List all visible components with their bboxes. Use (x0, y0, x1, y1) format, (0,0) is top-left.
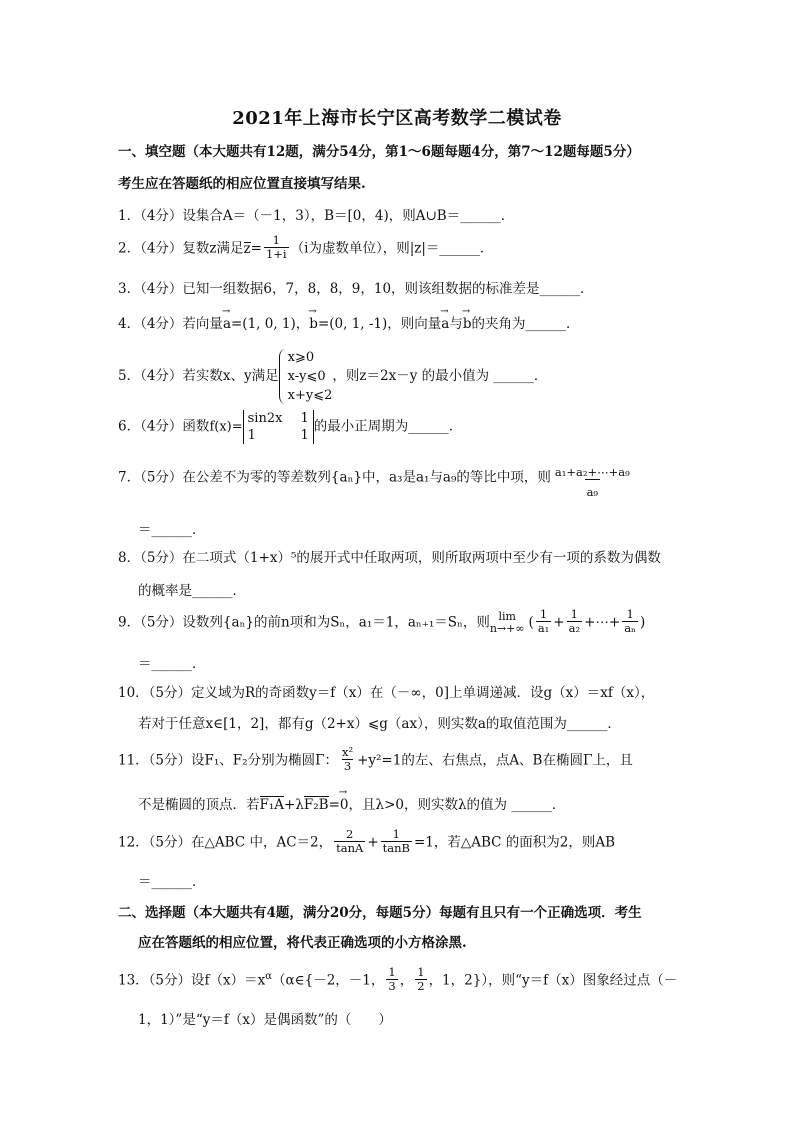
question-10-line2: 若对于任意x∈[1，2]，都有g（2+x）⩽g（ax），则实数a的取值范围为______． (138, 716, 621, 732)
section2-heading: 二、选择题（本大题共有4题，满分20分，每题5分）每题有且只有一个正确选项．考生 (118, 905, 642, 921)
vector-a: → a (441, 318, 449, 332)
section1-note: 考生应在答题纸的相应位置直接填写结果. (118, 176, 366, 192)
page-title: 2021年上海市长宁区高考数学二模试卷 (232, 108, 562, 129)
determinant: sin2x 1 1 1 (243, 410, 314, 444)
question-2: 2．（4分）复数z满足z= $\frac{1}{1+i}$ （i为虚数单位），则|z|＝______． (118, 233, 494, 261)
question-12: 12．（5分）在△ABC 中，AC＝2， $\frac{2}{\tan A}$ + $\frac{1}{\tan B}$ =1，若△ABC 的面积为2，则AB (118, 827, 616, 855)
question-4: 4．（4分）若向量→ a=(1, 0, 1)，→ b=(0, 1, -1)，则向量→ a与→ b的夹角为______． (118, 318, 580, 332)
fraction: $\frac{\text{a₁+a₂+⋯+a₉}}{\text{a₉}}$ (554, 465, 630, 499)
vector-f2b: F₂B (303, 797, 329, 813)
question-8: 8．（5分）在二项式（1+x）⁵的展开式中任取两项，则所取两项中至少有一项的系数为偶数 (118, 550, 661, 566)
question-9: 9．（5分）设数列{aₙ}的前n项和为Sₙ，a₁＝1，aₙ₊₁＝Sₙ，则 lim n→+∞ ( $\frac{1}{\text{a₁}}$ + $\frac{1}{\text{a₂}}$ +⋯+ $\frac{1}{\text{aₙ}}$ ) (118, 607, 646, 636)
fraction: $\frac{2}{\tan A}$ (336, 827, 364, 855)
question-1: 1．（4分）设集合A＝（－1，3），B＝[0，4)，则A∪B＝______． (118, 208, 515, 224)
limit: lim n→+∞ (489, 610, 525, 636)
fraction: $\frac{1}{\tan B}$ (382, 827, 410, 855)
question-13-line2: 1，1）”是“y＝f（x）是偶函数”的（ ） (138, 1012, 392, 1028)
question-13: 13．（5分）设$f(x)=x^\alpha(\alpha\in\{-2$，－1， $\frac{1}{3}$ ， $\frac{1}{2}$ ，1，2}），则“y＝f（x）图象经过点（－ (118, 965, 678, 993)
question-10: 10．（5分）定义域为R的奇函数y＝f（x）在（－∞，0]上单调递减．设g（x）＝xf（x）， (118, 685, 655, 701)
vector-f1a: F₁A (259, 797, 285, 813)
question-7-answer: ＝______． (138, 522, 206, 538)
section2-note: 应在答题纸的相应位置，将代表正确选项的小方格涂黑. (138, 935, 467, 951)
question-12-answer: ＝______． (138, 874, 206, 890)
z-conjugate: z (243, 240, 251, 257)
constraint-system: x⩾0 x-y⩽0 x+y⩽2 (279, 348, 333, 405)
fraction: $\frac{1}{2}$ (417, 965, 425, 993)
question-11-line2: 不是椭圆的顶点．若F₁A+λF₂B=→ 0，且λ>0，则实数λ的值为 ______． (138, 797, 565, 813)
fraction: $\frac{1}{1+i}$ (265, 233, 287, 261)
question-5: 5．（4分）若实数x、y满足 x⩾0 x-y⩽0 x+y⩽2 ，则z＝2x－y 的最小值为 ______． (118, 350, 548, 403)
vector-b: → b (463, 318, 472, 332)
fraction: $\frac{1}{\text{a₁}}$ (537, 607, 550, 635)
fraction: $\frac{1}{3}$ (388, 965, 396, 993)
fraction: $\frac{\text{x²}}{3}$ (341, 745, 354, 773)
question-7: 7．（5分）在公差不为零的等差数列{aₙ}中，a₃是a₁与a₉的等比中项，则 $\frac{\text{a₁+a₂+⋯+a₉}}{\text{a₉}}$ (118, 465, 630, 499)
fraction: $\frac{1}{\text{a₂}}$ (568, 607, 581, 635)
question-3: 3．（4分）已知一组数据6，7，8，8，9，10，则该组数据的标准差是______． (118, 281, 594, 297)
vector-b: → b (309, 318, 318, 332)
vector-a: → a (223, 318, 231, 332)
zero-vector: → 0 (340, 799, 349, 813)
question-8-line2: 的概率是______． (138, 583, 246, 599)
question-9-answer: ＝______． (138, 656, 206, 672)
section1-heading: 一、填空题（本大题共有12题，满分54分，第1～6题每题4分，第7～12题每题5分） (118, 144, 640, 160)
question-6: 6．（4分）函数f(x)= sin2x 1 1 1 的最小正周期为______． (118, 411, 463, 443)
question-11: 11．（5分）设F₁、F₂分别为椭圆Γ： $\frac{\text{x²}}{3}$ +y²=1的左、右焦点，点A、B在椭圆Γ上，且 (118, 745, 633, 773)
fraction: $\frac{1}{\text{aₙ}}$ (624, 607, 637, 635)
